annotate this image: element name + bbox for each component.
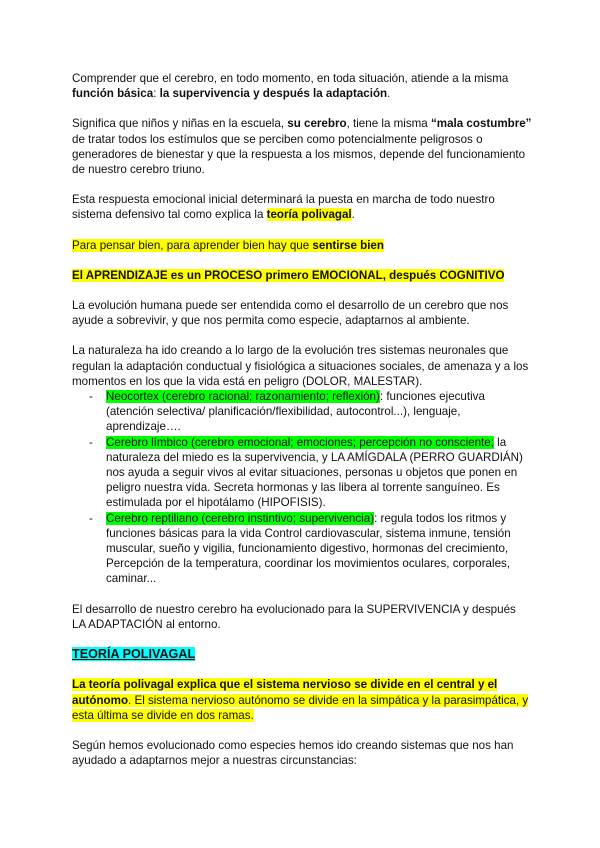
text: : [153, 87, 160, 101]
highlighted-bold-text: teoría polivagal [266, 208, 352, 222]
highlighted-text: Neocortex (cerebro racional; razonamiento; reflexión) [106, 390, 380, 404]
paragraph-evolucion: La evolución humana puede ser entendida como el desarrollo de un cerebro que nos ayude a sobrevivir, y que nos permita como especie, adaptarnos al ambiente. [72, 299, 509, 328]
list-dash: - [89, 511, 93, 525]
text: Comprender que el cerebro, en todo momento, en toda situación, atiende a la misma [72, 72, 509, 85]
document-body [72, 71, 532, 768]
text: Esta respuesta emocional inicial determinará la puesta en marcha de todo nuestro sistema defensivo tal como explica la [72, 193, 495, 222]
paragraph-intro [72, 71, 532, 101]
text: . [351, 208, 355, 222]
heading-text: TEORÍA POLIVAGAL [72, 647, 196, 662]
highlighted-text: Para pensar bien, para aprender bien hay que [72, 238, 313, 252]
list-item [72, 389, 532, 435]
text: : regula todos los ritmos y funciones básicas para la vida Control cardiovascular, sistema inmune, tensión muscular, sueño y vigilia, funcionamiento digestivo, hormonas del crecimiento, Percepción de la temperatura, coordinar los movimientos oculares, corporales, caminar... [106, 511, 511, 586]
bold-text: “mala costumbre” [430, 117, 532, 131]
list-item [72, 511, 532, 587]
highlighted-text: Cerebro reptiliano (cerebro instintivo; supervivencia) [106, 511, 375, 525]
text: Significa que niños y niñas en la escuela, [72, 117, 288, 131]
text: . [387, 87, 391, 101]
paragraph-pensar [72, 238, 532, 253]
paragraph-aprendizaje [72, 268, 532, 283]
section-heading [72, 647, 532, 662]
paragraph-desarrollo: El desarrollo de nuestro cerebro ha evolucionado para la SUPERVIVENCIA y después LA ADAPTACIÓN al entorno. [72, 602, 516, 631]
paragraph-respuesta [72, 192, 532, 222]
text: , tiene la misma [346, 117, 431, 131]
text: la naturaleza del miedo es la supervivencia, y LA AMÍGDALA (PERRO GUARDIÁN) nos ayuda a seguir vivos al evitar situaciones, personas u objetos que ponen en peligro nuestra vida. Secreta hormonas y las libera al torrente sanguíneo. Es estimulada por el hipotálamo (HIPOFISIS). [106, 435, 523, 510]
paragraph-teoria [72, 677, 532, 723]
brain-systems-list [72, 389, 532, 587]
paragraph-segun: Según hemos evolucionado como especies hemos ido creando sistemas que nos han ayudado a adaptarnos mejor a nuestras circunstancias: [72, 738, 514, 768]
bold-text: función básica [72, 87, 154, 101]
highlighted-text: Cerebro límbico (cerebro emocional; emociones; percepción no consciente; [106, 435, 494, 449]
paragraph-significa [72, 116, 532, 177]
highlighted-bold-text: El APRENDIZAJE es un PROCESO primero EMOCIONAL, después COGNITIVO [72, 268, 505, 282]
list-item [72, 435, 532, 511]
list-dash: - [89, 390, 93, 404]
bold-text: su cerebro [287, 117, 347, 131]
highlighted-bold-text: sentirse bien [312, 238, 384, 252]
bold-text: la supervivencia y después la adaptación [159, 87, 388, 101]
highlighted-text: . El sistema nervioso autónomo se divide en la simpática y la parasimpática, y esta última se divide en dos ramas. [72, 693, 529, 722]
text: : funciones ejecutiva (atención selectiva/ planificación/flexibilidad, autocontrol...), lenguaje, aprendizaje…. [106, 390, 485, 434]
list-dash: - [89, 435, 93, 449]
text: de tratar todos los estímulos que se perciben como potencialmente peligrosos o generadores de bienestar y que la respuesta a los mismos, depende del funcionamiento de nuestro cerebro triuno. [72, 132, 526, 177]
highlighted-bold-text: La teoría polivagal explica que el sistema nervioso se divide en el central y el autónomo [72, 678, 498, 707]
paragraph-naturaleza: La naturaleza ha ido creando a lo largo de la evolución tres sistemas neuronales que regulan la adaptación conductual y fisiológica a situaciones sociales, de amenaza y a los momentos en los que la vida está en peligro (DOLOR, MALESTAR). [72, 344, 529, 388]
